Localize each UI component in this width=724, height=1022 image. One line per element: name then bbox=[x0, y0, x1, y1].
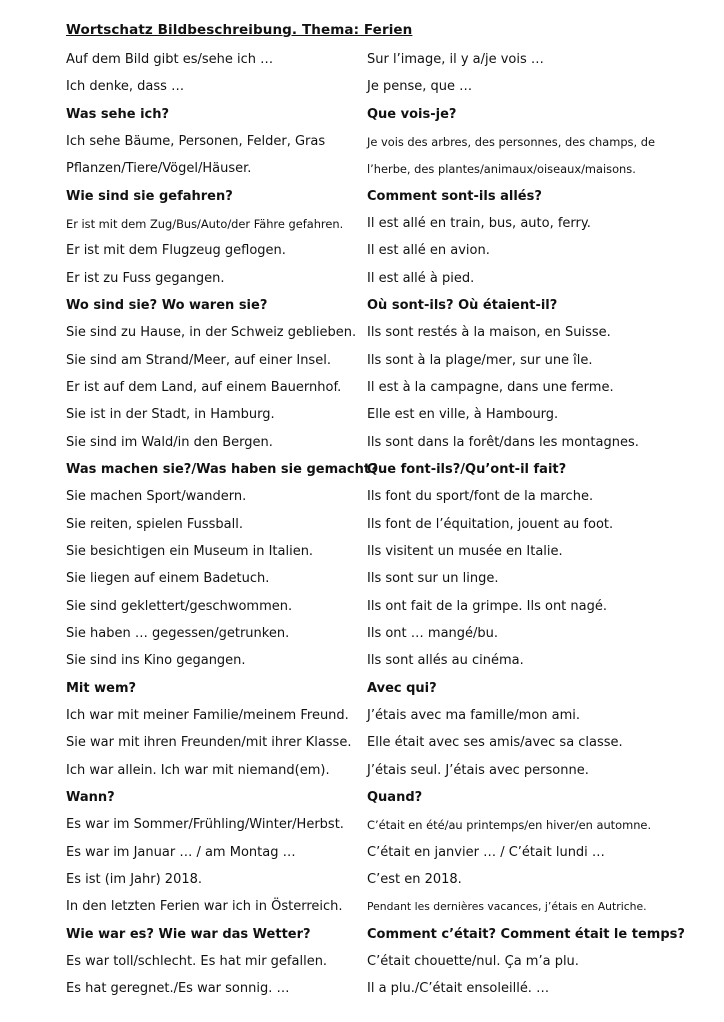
french-phrase: Il est à la campagne, dans une ferme. bbox=[367, 380, 614, 395]
french-phrase: Il a plu./C’était ensoleillé. … bbox=[367, 981, 550, 997]
german-phrase: Sie sind zu Hause, in der Schweiz geblieben. bbox=[66, 325, 357, 341]
german-phrase: Ich sehe Bäume, Personen, Felder, Gras bbox=[66, 134, 326, 149]
french-phrase: Elle était avec ses amis/avec sa classe. bbox=[367, 735, 623, 751]
french-phrase: Il est allé à pied. bbox=[367, 270, 475, 286]
french-phrase: C’était chouette/nul. Ça m’a plu. bbox=[367, 953, 579, 969]
document-title: Wortschatz Bildbeschreibung. Thema: Ferien bbox=[66, 22, 413, 38]
german-phrase: Er ist zu Fuss gegangen. bbox=[66, 270, 225, 286]
german-phrase: Sie reiten, spielen Fussball. bbox=[66, 516, 244, 532]
german-phrase: Er ist mit dem Zug/Bus/Auto/der Fähre gefahren. bbox=[66, 217, 344, 231]
vocabulary-row bbox=[0, 271, 724, 298]
vocabulary-row bbox=[0, 216, 724, 243]
german-phrase: Sie ist in der Stadt, in Hamburg. bbox=[66, 407, 275, 423]
french-phrase: Ils font de l’équitation, jouent au foot. bbox=[367, 516, 614, 532]
vocabulary-row bbox=[0, 161, 724, 188]
vocabulary-row bbox=[0, 763, 724, 790]
german-phrase: Es war im Januar … / am Montag … bbox=[66, 844, 296, 860]
section-heading-row bbox=[0, 462, 724, 489]
vocabulary-row bbox=[0, 243, 724, 270]
french-phrase: l’herbe, des plantes/animaux/oiseaux/maisons. bbox=[367, 162, 636, 177]
french-heading: Que vois-je? bbox=[367, 106, 457, 122]
german-phrase: Ich war allein. Ich war mit niemand(em). bbox=[66, 762, 330, 778]
vocabulary-row bbox=[0, 899, 724, 926]
german-heading: Mit wem? bbox=[66, 680, 137, 696]
german-phrase: Er ist mit dem Flugzeug geflogen. bbox=[66, 243, 286, 259]
french-phrase: Il est allé en train, bus, auto, ferry. bbox=[367, 216, 591, 231]
german-phrase: Sie besichtigen ein Museum in Italien. bbox=[66, 543, 314, 559]
german-phrase: In den letzten Ferien war ich in Österreich. bbox=[66, 899, 343, 915]
german-phrase: Sie sind ins Kino gegangen. bbox=[66, 653, 246, 669]
german-heading: Was sehe ich? bbox=[66, 106, 170, 122]
french-heading: Où sont-ils? Où étaient-il? bbox=[367, 298, 558, 313]
german-phrase: Sie haben … gegessen/getrunken. bbox=[66, 625, 290, 641]
section-heading-row bbox=[0, 298, 724, 325]
french-phrase: Ils font du sport/font de la marche. bbox=[367, 489, 594, 505]
french-phrase: J’étais seul. J’étais avec personne. bbox=[367, 762, 589, 778]
section-heading-row bbox=[0, 189, 724, 216]
german-heading: Wie sind sie gefahren? bbox=[66, 188, 233, 204]
vocabulary-row bbox=[0, 407, 724, 434]
german-phrase: Pflanzen/Tiere/Vögel/Häuser. bbox=[66, 161, 252, 177]
vocabulary-row bbox=[0, 544, 724, 571]
french-heading: Avec qui? bbox=[367, 680, 437, 696]
section-heading-row bbox=[0, 107, 724, 134]
vocabulary-row bbox=[0, 52, 724, 79]
french-phrase: C’était en janvier … / C’était lundi … bbox=[367, 844, 605, 860]
vocabulary-row bbox=[0, 325, 724, 352]
french-phrase: Ils sont dans la forêt/dans les montagnes. bbox=[367, 434, 639, 450]
french-phrase: Ils sont restés à la maison, en Suisse. bbox=[367, 325, 611, 341]
german-phrase: Es war im Sommer/Frühling/Winter/Herbst. bbox=[66, 817, 344, 833]
german-phrase: Es ist (im Jahr) 2018. bbox=[66, 871, 203, 887]
french-phrase: Je vois des arbres, des personnes, des champs, de bbox=[367, 135, 655, 149]
german-phrase: Er ist auf dem Land, auf einem Bauernhof. bbox=[66, 380, 342, 395]
vocabulary-row bbox=[0, 845, 724, 872]
section-heading-row bbox=[0, 927, 724, 954]
vocabulary-row bbox=[0, 817, 724, 844]
french-heading: Comment c’était? Comment était le temps? bbox=[367, 926, 685, 942]
section-heading-row bbox=[0, 790, 724, 817]
german-heading: Wie war es? Wie war das Wetter? bbox=[66, 926, 311, 942]
french-phrase: Il est allé en avion. bbox=[367, 243, 490, 259]
vocabulary-row bbox=[0, 435, 724, 462]
french-phrase: Je pense, que … bbox=[367, 79, 473, 95]
french-phrase: Ils ont … mangé/bu. bbox=[367, 625, 499, 641]
french-phrase: C’était en été/au printemps/en hiver/en automne. bbox=[367, 818, 652, 833]
vocabulary-row bbox=[0, 517, 724, 544]
vocabulary-row bbox=[0, 735, 724, 762]
vocabulary-row bbox=[0, 599, 724, 626]
french-heading: Comment sont-ils allés? bbox=[367, 188, 542, 204]
vocabulary-row bbox=[0, 872, 724, 899]
vocabulary-row bbox=[0, 353, 724, 380]
german-heading: Wann? bbox=[66, 789, 115, 805]
french-phrase: Sur l’image, il y a/je vois … bbox=[367, 52, 544, 67]
vocabulary-row bbox=[0, 708, 724, 735]
german-heading: Was machen sie?/Was haben sie gemacht? bbox=[66, 461, 378, 477]
vocabulary-row bbox=[0, 954, 724, 981]
german-phrase: Sie sind am Strand/Meer, auf einer Insel. bbox=[66, 352, 331, 368]
german-phrase: Es war toll/schlecht. Es hat mir gefallen. bbox=[66, 953, 328, 969]
german-heading: Wo sind sie? Wo waren sie? bbox=[66, 298, 268, 313]
german-phrase: Sie sind geklettert/geschwommen. bbox=[66, 598, 293, 614]
german-phrase: Sie war mit ihren Freunden/mit ihrer Klasse. bbox=[66, 735, 352, 751]
french-phrase: C’est en 2018. bbox=[367, 871, 462, 887]
vocabulary-row bbox=[0, 571, 724, 598]
vocabulary-row bbox=[0, 134, 724, 161]
vocabulary-row bbox=[0, 489, 724, 516]
vocabulary-row bbox=[0, 79, 724, 106]
section-heading-row bbox=[0, 681, 724, 708]
french-phrase: Ils visitent un musée en Italie. bbox=[367, 543, 563, 559]
french-phrase: Ils ont fait de la grimpe. Ils ont nagé. bbox=[367, 598, 607, 614]
vocabulary-row bbox=[0, 981, 724, 1008]
vocabulary-row bbox=[0, 380, 724, 407]
french-heading: Quand? bbox=[367, 789, 423, 805]
french-phrase: Ils sont allés au cinéma. bbox=[367, 653, 524, 669]
french-phrase: Pendant les dernières vacances, j’étais en Autriche. bbox=[367, 900, 647, 914]
french-phrase: Ils sont à la plage/mer, sur une île. bbox=[367, 352, 593, 368]
vocabulary-row bbox=[0, 653, 724, 680]
german-phrase: Sie machen Sport/wandern. bbox=[66, 489, 247, 505]
vocabulary-row bbox=[0, 626, 724, 653]
german-phrase: Sie sind im Wald/in den Bergen. bbox=[66, 434, 273, 450]
french-heading: Que font-ils?/Qu’ont-il fait? bbox=[367, 461, 567, 477]
french-phrase: Elle est en ville, à Hambourg. bbox=[367, 407, 559, 423]
german-phrase: Sie liegen auf einem Badetuch. bbox=[66, 571, 270, 587]
german-phrase: Ich war mit meiner Familie/meinem Freund. bbox=[66, 707, 349, 723]
french-phrase: J’étais avec ma famille/mon ami. bbox=[367, 707, 581, 723]
french-phrase: Ils sont sur un linge. bbox=[367, 571, 499, 587]
german-phrase: Es hat geregnet./Es war sonnig. … bbox=[66, 981, 290, 997]
german-phrase: Ich denke, dass … bbox=[66, 79, 185, 95]
german-phrase: Auf dem Bild gibt es/sehe ich … bbox=[66, 52, 274, 67]
